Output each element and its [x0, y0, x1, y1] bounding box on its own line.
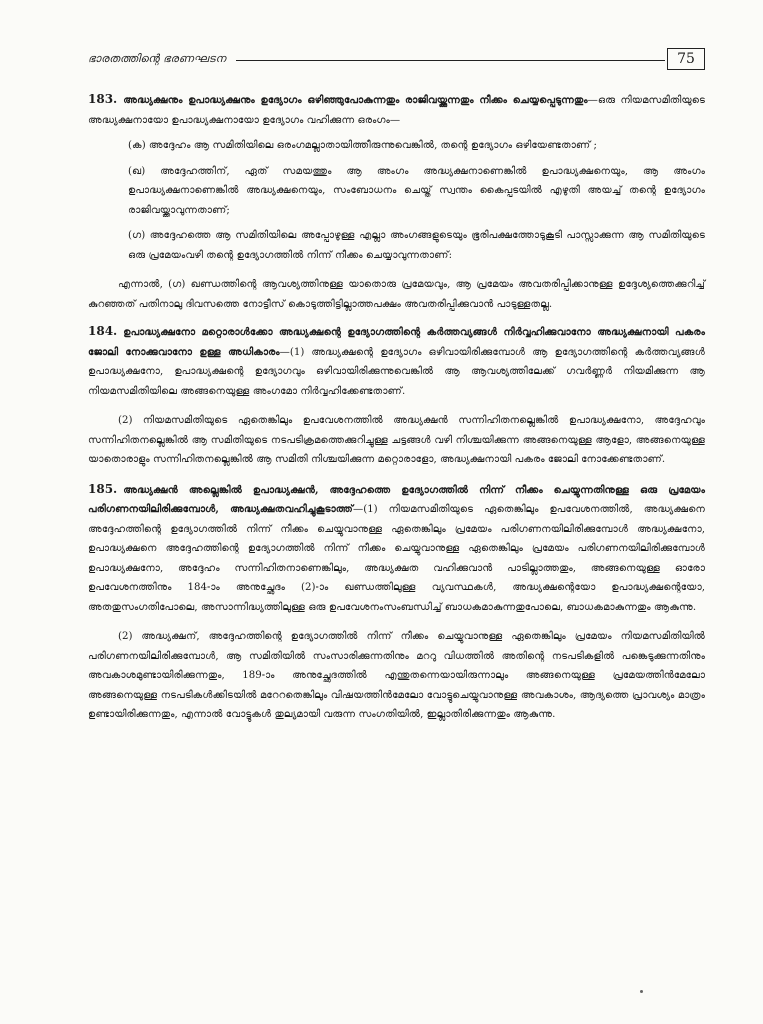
page-number: 75	[667, 48, 705, 70]
document-body	[88, 90, 705, 725]
clause-b: (ഖ) അദ്ദേഹത്തിന്, ഏത് സമയത്തും ആ അംഗം അദ്ധ്യക്ഷനാണെങ്കിൽ ഉപാദ്ധ്യക്ഷനെയും, ആ അംഗം ഉപാദ്ധ്യക്ഷനാണെങ്കിൽ അദ്ധ്യക്ഷനെയും, സംബോധനം ചെയ്ത് സ്വന്തം കൈപ്പടയിൽ എഴുതി അയച്ച് തന്റെ ഉദ്യോഗം രാജിവയ്ക്കാവുന്നതാണ്;	[128, 165, 705, 216]
clause-a: (ക) അദ്ദേഹം ആ സമിതിയിലെ ഒരംഗമല്ലാതായിത്തീരുന്നുവെങ്കിൽ, തന്റെ ഉദ്യോഗം ഒഴിയേണ്ടതാണ് ;	[128, 140, 597, 151]
clause-2: (2) നിയമസമിതിയുടെ ഏതെങ്കിലും ഉപവേശനത്തിൽ അദ്ധ്യക്ഷൻ സന്നിഹിതനല്ലെങ്കിൽ ഉപാദ്ധ്യക്ഷനോ, അദ്ദേഹവും സന്നിഹിതനല്ലെങ്കിൽ ആ സമിതിയുടെ നടപടിക്രമത്തെക്കുറിച്ചുള്ള ചട്ടങ്ങൾ വഴി നിശ്ചയിക്കുന്ന അങ്ങനെയുള്ള ആളോ, അങ്ങനെയുള്ള യാതൊരാളും സന്നിഹിതനല്ലെങ്കിൽ ആ സമിതി നിശ്ചയിക്കുന്ന മറ്റൊരാളോ, അദ്ധ്യക്ഷനായി പകരം ജോലി നോക്കേണ്ടതാണ്.	[88, 415, 705, 465]
article-number: 185.	[88, 481, 118, 496]
running-title: ഭാരതത്തിന്റെ ഭരണഘടന	[88, 52, 226, 65]
proviso: എന്നാൽ, (ഗ) ഖണ്ഡത്തിന്റെ ആവശ്യത്തിനുള്ള യാതൊരു പ്രമേയവും, ആ പ്രമേയം അവതരിപ്പിക്കാനുള്ള ഉദ്ദേശ്യത്തെക്കുറിച്ച് കുറഞ്ഞത് പതിനാലു ദിവസത്തെ നോട്ടീസ് കൊടുത്തിട്ടില്ലാത്തപക്ഷം അവതരിപ്പിക്കുവാൻ പാടുള്ളതല്ല.	[88, 279, 705, 310]
article-heading: അദ്ധ്യക്ഷൻ അല്ലെങ്കിൽ ഉപാദ്ധ്യക്ഷൻ, അദ്ദേഹത്തെ ഉദ്യോഗത്തിൽ നിന്ന് നീക്കം ചെയ്യുന്നതിനുള്ള ഒരു പ്രമേയം പരിഗണനയിലിരിക്കുമ്പോൾ, അദ്ധ്യക്ഷതവഹിച്ചുകൂടാത്ത്	[88, 483, 705, 515]
page-header	[88, 48, 705, 72]
article-183	[88, 90, 705, 130]
clause-1: —(1) നിയമസമിതിയുടെ ഏതെങ്കിലും ഉപവേശനത്തിൽ, അദ്ധ്യക്ഷനെ അദ്ദേഹത്തിന്റെ ഉദ്യോഗത്തിൽ നിന്ന് നീക്കം ചെയ്യുവാനുള്ള ഏതെങ്കിലും പ്രമേയം പരിഗണനയിലിരിക്കുമ്പോൾ അദ്ധ്യക്ഷനോ, ഉപാദ്ധ്യക്ഷനെ അദ്ദേഹത്തിന്റെ ഉദ്യോഗത്തിൽ നിന്ന് നീക്കം ചെയ്യുവാനുള്ള ഏതെങ്കിലും പ്രമേയം പരിഗണനയിലിരിക്കുമ്പോൾ ഉപാദ്ധ്യക്ഷനോ, അദ്ദേഹം സന്നിഹിതനാണെങ്കിലും, അദ്ധ്യക്ഷത വഹിക്കുവാൻ പാടില്ലാത്തതും, അങ്ങനെയുള്ള ഓരോ ഉപവേശനത്തിനും 184-ാം അനുച്ഛേദം (2)-ാം ഖണ്ഡത്തിലുള്ള വ്യവസ്ഥകൾ, അദ്ധ്യക്ഷന്റെയോ ഉപാദ്ധ്യക്ഷന്റെയോ, അതതുസംഗതിപോലെ, അസാന്നിദ്ധ്യത്തിലുള്ള ഒരു ഉപവേശനംസംബന്ധിച്ച് ബാധകമാകുന്നതുപോലെ, ബാധകമാകുന്നതും ആകുന്നു.	[88, 504, 705, 613]
article-heading: ഉപാദ്ധ്യക്ഷനോ മറ്റൊരാൾക്കോ അദ്ധ്യക്ഷന്റെ ഉദ്യോഗത്തിന്റെ കർത്തവ്യങ്ങൾ നിർവ്വഹിക്കുവാനോ അദ്ധ്യക്ഷനായി പകരം ജോലി നോക്കുവാനോ ഉള്ള അധികാരം	[88, 326, 705, 358]
clause-1: —(1) അദ്ധ്യക്ഷന്റെ ഉദ്യോഗം ഒഴിവായിരിക്കുമ്പോൾ ആ ഉദ്യോഗത്തിന്റെ കർത്തവ്യങ്ങൾ ഉപാദ്ധ്യക്ഷനോ, ഉപാദ്ധ്യക്ഷന്റെ ഉദ്യോഗവും ഒഴിവായിരിക്കുന്നുവെങ്കിൽ ആ ആവശ്യത്തിലേക്ക് ഗവർണ്ണർ നിയമിക്കുന്ന ആ നിയമസമിതിയിലെ അങ്ങനെയുള്ള അംഗമോ നിർവ്വഹിക്കേണ്ടതാണ്.	[88, 346, 705, 397]
article-number: 183.	[88, 92, 118, 106]
scan-speck	[640, 990, 643, 993]
header-rule	[236, 60, 665, 61]
article-184	[88, 322, 705, 401]
article-intro: —ഒരു നിയമസമിതിയുടെ അദ്ധ്യക്ഷനായോ ഉപാദ്ധ്യക്ഷനായോ ഉദ്യോഗം വഹിക്കുന്ന ഒരംഗം—	[88, 95, 706, 126]
clause-2: (2) അദ്ധ്യക്ഷന്, അദ്ദേഹത്തിന്റെ ഉദ്യോഗത്തിൽ നിന്ന് നീക്കം ചെയ്യുവാനുള്ള ഏതെങ്കിലും പ്രമേയം നിയമസമിതിയിൽ പരിഗണനയിലിരിക്കുമ്പോൾ, ആ സമിതിയിൽ സംസാരിക്കുന്നതിനും മററു വിധത്തിൽ അതിന്റെ നടപടികളിൽ പങ്കെടുക്കുന്നതിനും അവകാശമുണ്ടായിരിക്കുന്നതും, 189-ാം അനുച്ഛേദത്തിൽ എന്തുതന്നെയായിരുന്നാലും അങ്ങനെയുള്ള പ്രമേയത്തിൻമേലോ അങ്ങനെയുള്ള നടപടികൾക്കിടയിൽ മറേറതെങ്കിലും വിഷയത്തിൻമേലോ വോട്ടുചെയ്യുവാനുള്ള അവകാശം, ആദ്യത്തെ പ്രാവശ്യം മാത്രം ഉണ്ടായിരിക്കുന്നതും, എന്നാൽ വോട്ടുകൾ തുല്യമായി വരുന്ന സംഗതിയിൽ, ഇല്ലാതിരിക്കുന്നതും ആകുന്നു.	[88, 631, 705, 720]
clause-c: (ഗ) അദ്ദേഹത്തെ ആ സമിതിയിലെ അപ്പോഴുള്ള എല്ലാ അംഗങ്ങളുടെയും ഭൂരിപക്ഷത്തോടുകൂടി പാസ്സാക്കുന്ന ആ സമിതിയുടെ ഒരു പ്രമേയംവഴി തന്റെ ഉദ്യോഗത്തിൽ നിന്ന് നീക്കം ചെയ്യാവുന്നതാണ്:	[128, 230, 705, 261]
article-185	[88, 480, 705, 618]
article-number: 184.	[88, 324, 118, 338]
article-heading: അദ്ധ്യക്ഷനും ഉപാദ്ധ്യക്ഷനും ഉദ്യോഗം ഒഴിഞ്ഞുപോകുന്നതും രാജിവയ്ക്കുന്നതും നീക്കം ചെയ്യപ്പെടുന്നതും	[123, 94, 588, 106]
